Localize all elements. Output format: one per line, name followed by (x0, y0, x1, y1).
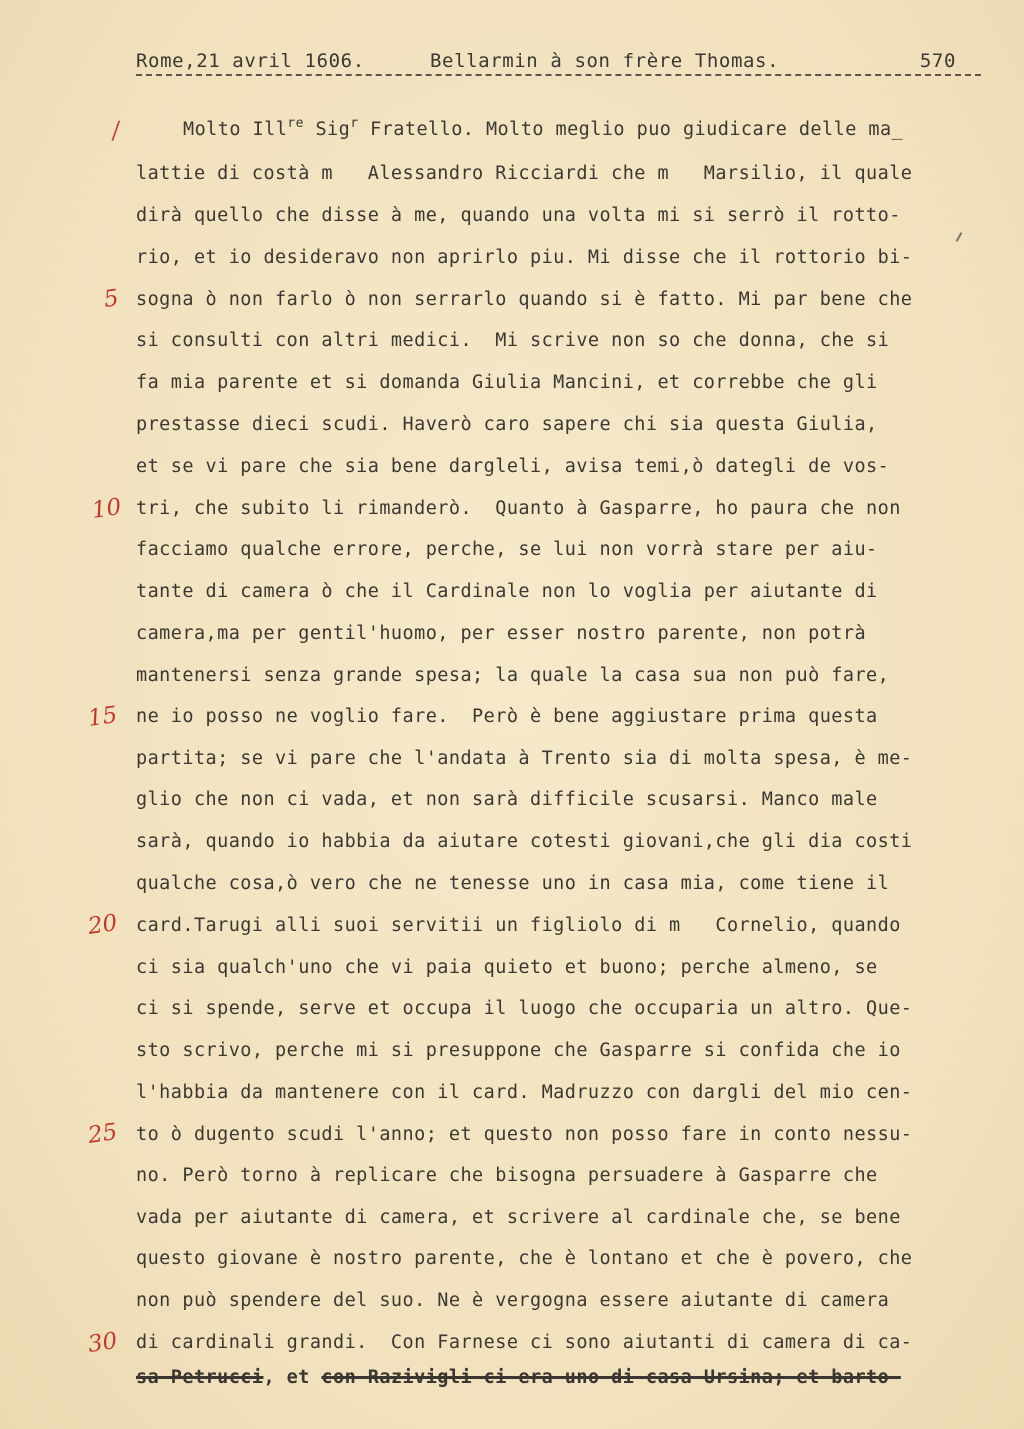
text-line: sogna ò non farlo ò non serrarlo quando si è fatto. Mi par bene che (136, 289, 913, 310)
header-title: Bellarmin à son frère Thomas. (430, 50, 780, 72)
text-line: camera,ma per gentil'huomo, per esser nostro parente, non potrà (136, 623, 867, 644)
page-number: 570 (919, 50, 956, 72)
text-line: et se vi pare che sia bene dargleli, avisa temi,ò dategli de vos- (136, 456, 890, 477)
margin-marker-5: 5 (102, 285, 121, 313)
margin-marker-20: 20 (86, 910, 119, 940)
text-line: ci sia qualch'uno che vi paia quieto et buono; perche almeno, se (136, 957, 878, 978)
text-line: qualche cosa,ò vero che ne tenesse uno in casa mia, come tiene il (136, 873, 890, 894)
text-line: partita; se vi pare che l'andata à Trento sia di molta spesa, è me- (136, 748, 913, 769)
struck-text: sa Petrucci (136, 1367, 264, 1388)
margin-marker-25: 25 (86, 1119, 119, 1149)
text-line: to ò dugento scudi l'anno; et questo non posso fare in conto nessu- (136, 1124, 913, 1145)
header-rule (136, 74, 981, 76)
text-line: fa mia parente et si domanda Giulia Mancini, et correbbe che gli (136, 372, 878, 393)
text-line: ne io posso ne voglio fare. Però è bene aggiustare prima questa (136, 706, 878, 727)
text-line: glio che non ci vada, et non sarà difficile scusarsi. Manco male (136, 789, 878, 810)
text-line: ci si spende, serve et occupa il luogo che occuparia un altro. Que- (136, 998, 913, 1019)
text-line: l'habbia da mantenere con il card. Madruzzo con dargli del mio cen- (136, 1082, 913, 1103)
text-line: si consulti con altri medici. Mi scrive non so che donna, che si (136, 330, 890, 351)
text-line: vada per aiutante di camera, et scrivere al cardinale che, se bene (136, 1207, 901, 1228)
page-header (136, 46, 981, 76)
pencil-mark (956, 232, 963, 242)
text-line: non può spendere del suo. Ne è vergogna essere aiutante di camera (136, 1290, 890, 1311)
text-line: tri, che subito li rimanderò. Quanto à Gasparre, ho paura che non (136, 498, 901, 519)
text-line: sto scrivo, perche mi si presuppone che Gasparre si confida che io (136, 1040, 901, 1061)
margin-marker-15: 15 (86, 702, 119, 732)
text-line: dirà quello che disse à me, quando una volta mi si serrò il rotto- (136, 205, 901, 226)
text-line: facciamo qualche errore, perche, se lui non vorrà stare per aiu- (136, 539, 878, 560)
margin-marker-10: 10 (90, 494, 123, 524)
text-line: tante di camera ò che il Cardinale non lo voglia per aiutante di (136, 581, 878, 602)
header-date: Rome,21 avril 1606. (136, 50, 365, 72)
text-line: prestasse dieci scudi. Haverò caro sapere chi sia questa Giulia, (136, 414, 878, 435)
text-line: questo giovane è nostro parente, che è lontano et che è povero, che (136, 1248, 913, 1269)
text-line: no. Però torno à replicare che bisogna persuadere à Gasparre che (136, 1165, 878, 1186)
text-line: di cardinali grandi. Con Farnese ci sono aiutanti di camera di ca- (136, 1332, 913, 1353)
text-line: card.Tarugi alli suoi servitii un figliolo di m Cornelio, quando (136, 915, 901, 936)
struck-text: con Razivigli ci era uno di casa Ursina; et barto- (321, 1367, 901, 1388)
text-line: sarà, quando io habbia da aiutare cotesti giovani,che gli dia costi (136, 831, 913, 852)
margin-marker-1: / (110, 117, 122, 145)
text-line: mantenersi senza grande spesa; la quale la casa sua non può fare, (136, 665, 890, 686)
text-line-struck (136, 1366, 996, 1390)
struck-gap: , et (263, 1367, 322, 1388)
text-line: lattie di costà m Alessandro Ricciardi che m Marsilio, il quale (136, 163, 913, 184)
margin-marker-30: 30 (86, 1328, 119, 1358)
text-line-1: Molto Ill$^{re}$ Sig$^r$ Fratello. Molto meglio puo giudicare delle ma_ (183, 118, 904, 140)
text-line: rio, et io desideravo non aprirlo piu. Mi disse che il rottorio bi- (136, 247, 913, 268)
